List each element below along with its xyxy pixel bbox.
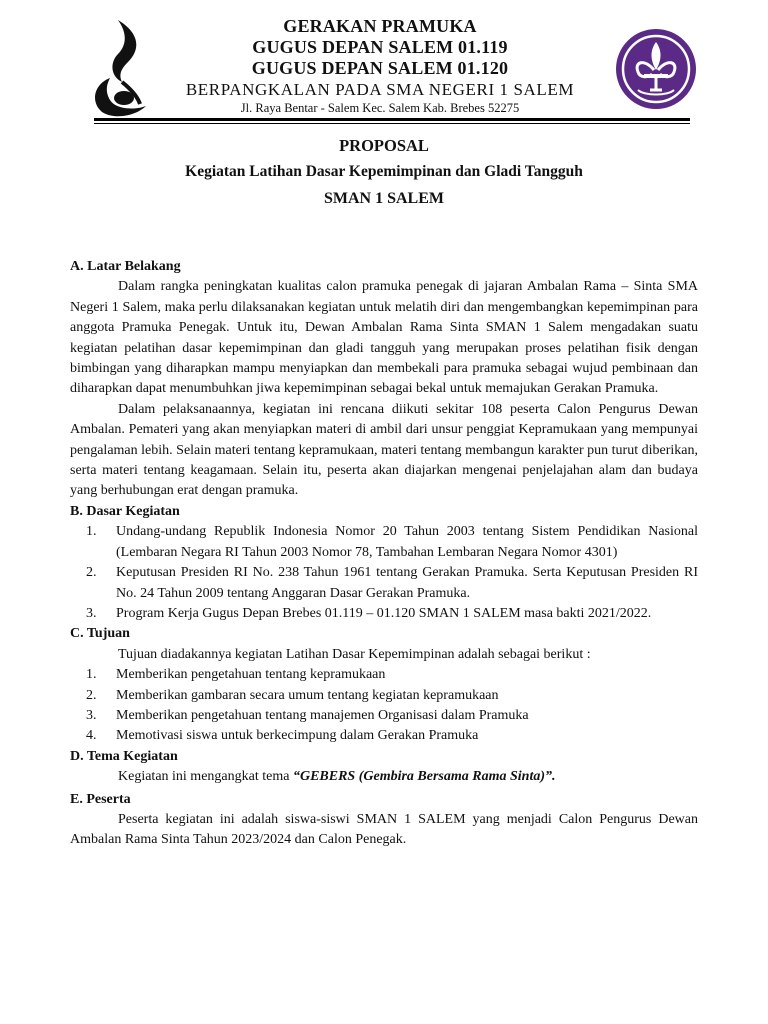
- list-number: 4.: [86, 728, 97, 744]
- list-number: 2.: [86, 565, 97, 581]
- section-c-heading: C. Tujuan: [70, 626, 130, 642]
- list-item: [70, 706, 698, 726]
- school-name: SMAN 1 SALEM: [323, 190, 444, 207]
- theme-value: “GEBERS (Gembira Bersama Rama Sinta)”.: [292, 769, 556, 785]
- list-item-text: Memberikan gambaran secara umum tentang kegiatan kepramukaan: [116, 687, 499, 703]
- list-item: [70, 604, 698, 624]
- list-item-text: Memotivasi siswa untuk berkecimpung dalam Gerakan Pramuka: [116, 728, 479, 744]
- objectives-list: [70, 665, 698, 747]
- theme-intro: Kegiatan ini mengangkat tema: [118, 769, 293, 785]
- legal-basis-list: [70, 522, 698, 624]
- list-item-text: Keputusan Presiden RI No. 238 Tahun 1961 tentang Gerakan Pramuka. Serta Keputusan Presiden RI No. 24 Tahun 2009 tentang Anggaran Dasar Gerakan Pramuka.: [116, 565, 698, 601]
- section-b-heading: B. Dasar Kegiatan: [70, 503, 180, 519]
- proposal-body: [70, 257, 698, 851]
- gugus-depan-1: GUGUS DEPAN SALEM 01.119: [252, 37, 508, 57]
- gugus-depan-2: GUGUS DEPAN SALEM 01.120: [251, 58, 509, 78]
- tunas-kelapa-icon: [88, 18, 154, 118]
- list-item-text: Program Kerja Gugus Depan Brebes 01.119 – 01.120 SMAN 1 SALEM masa bakti 2021/2022.: [116, 605, 652, 621]
- list-number: 2.: [86, 687, 97, 703]
- letterhead-text: [160, 16, 600, 116]
- document-title: PROPOSAL: [339, 136, 429, 155]
- list-number: 3.: [86, 707, 97, 723]
- letterhead: [0, 0, 768, 124]
- letterhead-rule-thin: [94, 123, 690, 124]
- section-d-heading: D. Tema Kegiatan: [70, 748, 178, 764]
- list-item: [70, 563, 698, 604]
- section-e-paragraph: Peserta kegiatan ini adalah siswa-siswi SMAN 1 SALEM yang menjadi Calon Pengurus Dewan Ambalan Rama Sinta Tahun 2023/2024 dan Calon Penegak.: [70, 811, 698, 848]
- section-a-paragraph: Dalam pelaksanaannya, kegiatan ini rencana diikuti sekitar 108 peserta Calon Pengurus Dewan Ambalan. Pemateri yang akan menyiapkan materi di ambil dari unsur penggiat Kepramukaan yang mempunyai pengalaman lebih. Selain materi tentang kepramukaan, materi tentang membangun karakter pun turut diberikan, serta materi tentang keagamaan. Selain itu, peserta akan diajarkan mengenai penjelajahan alam dan budaya yang berhubungan erat dengan pramuka.: [70, 401, 698, 499]
- org-name: GERAKAN PRAMUKA: [283, 16, 477, 36]
- list-number: 1.: [86, 524, 97, 540]
- scout-fleur-de-lis-emblem-icon: [614, 28, 698, 110]
- list-number: 1.: [86, 667, 97, 683]
- list-item: [70, 522, 698, 563]
- list-number: 3.: [86, 605, 97, 621]
- letterhead-rule-thick: [94, 118, 690, 121]
- list-item-text: Undang-undang Republik Indonesia Nomor 20 Tahun 2003 tentang Sistem Pendidikan Nasional (Lembaran Negara RI Tahun 2003 Nomor 78, Tambahan Lembaran Negara Nomor 4301): [116, 524, 698, 560]
- list-item-text: Memberikan pengetahuan tentang kepramukaan: [116, 667, 386, 683]
- section-e-heading: E. Peserta: [70, 791, 131, 807]
- title-block: [0, 136, 768, 209]
- list-item: [70, 686, 698, 706]
- section-a-paragraph: Dalam rangka peningkatan kualitas calon pramuka penegak di jajaran Ambalan Rama – Sinta SMA Negeri 1 Salem, maka perlu dilaksanakan kegiatan untuk melatih diri dan mengembangkan kepemimpinan para anggota Pramuka Penegak. Untuk itu, Dewan Ambalan Rama Sinta SMAN 1 Salem mengadakan suatu kegiatan pelatihan dasar kepemimpinan dan gladi tangguh yang merupakan proses pelatihan fisik dengan bimbingan yang diharapkan mampu menyiapkan dan membekali para pramuka sebagai wujud pembinaan dan diharapkan dapat menumbuhkan jiwa kepemimpinan sebagai bekal untuk memajukan Gerakan Pramuka.: [70, 279, 698, 397]
- base-school: BERPANGKALAN PADA SMA NEGERI 1 SALEM: [185, 80, 575, 99]
- address: Jl. Raya Bentar - Salem Kec. Salem Kab. Brebes 52275: [240, 101, 520, 115]
- list-item: [70, 726, 698, 746]
- list-item-text: Memberikan pengetahuan tentang manajemen Organisasi dalam Pramuka: [116, 707, 529, 723]
- section-d-text: [118, 767, 698, 787]
- list-item: [70, 665, 698, 685]
- section-c-intro: Tujuan diadakannya kegiatan Latihan Dasar Kepemimpinan adalah sebagai berikut :: [118, 646, 591, 662]
- section-a-heading: A. Latar Belakang: [70, 259, 181, 274]
- activity-title: Kegiatan Latihan Dasar Kepemimpinan dan Gladi Tangguh: [185, 163, 583, 180]
